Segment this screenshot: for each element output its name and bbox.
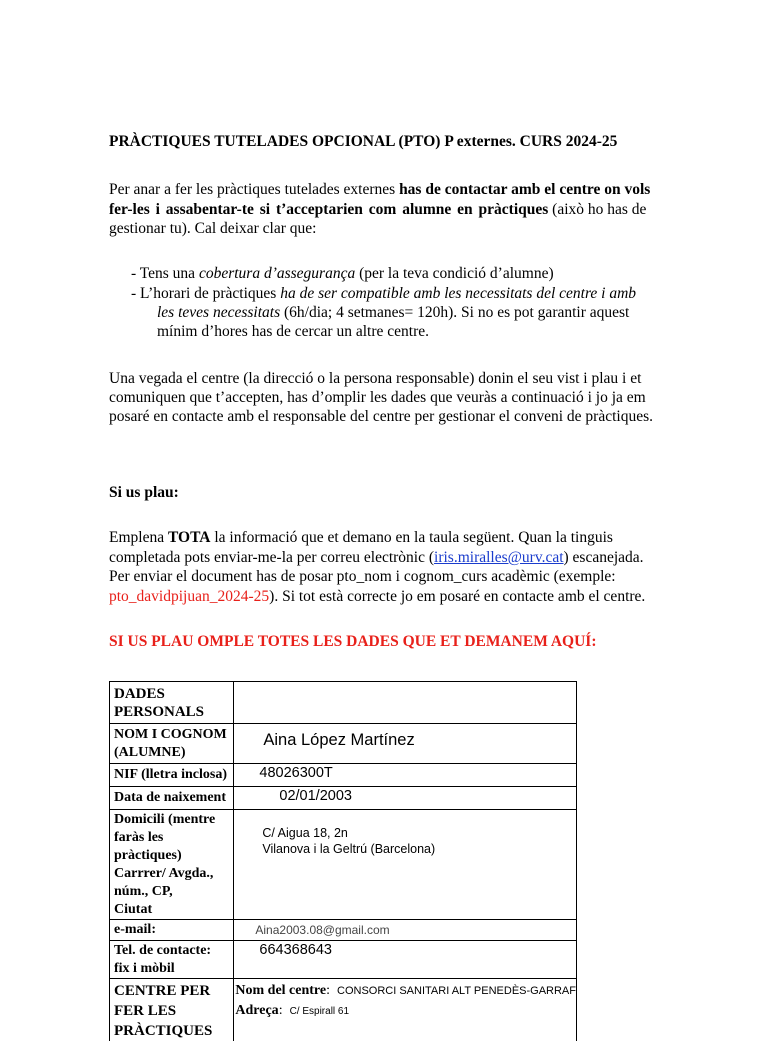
- table-row: [110, 810, 577, 920]
- intro-bold: has de contactar amb el centre on vols: [399, 181, 650, 198]
- table-row: [110, 941, 577, 979]
- centre-address-label: Adreça: [235, 1003, 278, 1018]
- nif-value[interactable]: 48026300T: [234, 764, 577, 787]
- table-label: Tel. de contacte: fix i mòbil: [110, 941, 234, 979]
- bullet-italic: les teves necessitats: [157, 304, 280, 321]
- address-label-line: Domicili (mentre faràs les: [114, 811, 229, 847]
- bullet-insurance: [131, 265, 554, 283]
- student-name-value[interactable]: Aina López Martínez: [234, 724, 577, 764]
- centre-label-line: CENTRE PER FER LES: [114, 981, 229, 1021]
- para3-text: ) escanejada.: [564, 549, 644, 566]
- para2-line-2: comuniquen que t’accepten, has d’omplir les dades que veuràs a continuació i jo ja em: [109, 389, 646, 407]
- address-line: C/ Aigua 18, 2n: [262, 825, 576, 841]
- intro-bold-2: fer-les i assabentar-te si t’acceptarien com alumne en pràctiques: [109, 201, 548, 218]
- address-label-line: Carrrer/ Avgda., núm., CP,: [114, 865, 229, 901]
- para3-text: Emplena: [109, 529, 168, 546]
- centre-name-label: Nom del centre: [235, 983, 326, 998]
- table-label: [110, 810, 234, 920]
- table-value[interactable]: [234, 682, 577, 724]
- centre-label-line: PRÀCTIQUES: [114, 1021, 229, 1041]
- bullet-text: (per la teva condició d’alumne): [355, 265, 553, 282]
- table-label: e-mail:: [110, 920, 234, 941]
- centre-address-value[interactable]: C/ Espirall 61: [290, 1006, 349, 1017]
- address-label-line: Ciutat: [114, 901, 229, 919]
- para3-line-2: [109, 549, 644, 567]
- bullet-schedule: [131, 285, 636, 303]
- table-row: [110, 724, 577, 764]
- para3-text: completada pots enviar-me-la per correu electrònic (: [109, 549, 434, 566]
- centre-value[interactable]: [234, 979, 577, 1041]
- table-label: [110, 979, 234, 1041]
- bullet-text: - L’horari de pràctiques: [131, 285, 280, 302]
- para3-text: ). Si tot està correcte jo em posaré en contacte amb el centre.: [269, 588, 645, 605]
- table-row: [110, 979, 577, 1041]
- intro-line-2: [109, 201, 646, 219]
- intro-line-1: [109, 181, 650, 199]
- bullet-text: - Tens una: [131, 265, 199, 282]
- intro-text-2: (això ho has de: [548, 201, 646, 218]
- bullet-schedule-2: [157, 304, 629, 322]
- intro-line-3: gestionar tu). Cal deixar clar que:: [109, 220, 316, 238]
- para2-line-3: posaré en contacte amb el responsable del centre per gestionar el conveni de pràctiques.: [109, 408, 653, 426]
- intro-text: Per anar a fer les pràctiques tutelades externes: [109, 181, 399, 198]
- para3-line-3: Per enviar el document has de posar pto_nom i cognom_curs acadèmic (exemple:: [109, 568, 616, 586]
- document-title: PRÀCTIQUES TUTELADES OPCIONAL (PTO) P externes. CURS 2024-25: [109, 133, 617, 151]
- address-value[interactable]: [234, 810, 577, 920]
- table-row: [110, 920, 577, 941]
- table-row: [110, 764, 577, 787]
- phone-value[interactable]: 664368643: [234, 941, 577, 979]
- para3-line-4: [109, 588, 645, 606]
- birthdate-value[interactable]: 02/01/2003: [234, 787, 577, 810]
- table-row: [110, 682, 577, 724]
- address-line: Vilanova i la Geltrú (Barcelona): [262, 841, 576, 857]
- bullet-italic: cobertura d’assegurança: [199, 265, 355, 282]
- table-row: [110, 787, 577, 810]
- bullet-schedule-3: mínim d’hores has de cercar un altre centre.: [157, 323, 429, 341]
- bullet-italic: ha de ser compatible amb les necessitats del centre i amb: [280, 285, 636, 302]
- centre-name-line: Nom del centre: CONSORCI SANITARI ALT PENEDÈS-GARRAF: [235, 981, 576, 1001]
- personal-data-table: [109, 681, 577, 1041]
- fill-all-heading: SI US PLAU OMPLE TOTES LES DADES QUE ET DEMANEM AQUÍ:: [109, 633, 597, 651]
- si-us-plau-heading: Si us plau:: [109, 484, 179, 502]
- address-label-line: pràctiques): [114, 847, 229, 865]
- table-label: NOM I COGNOM (ALUMNE): [110, 724, 234, 764]
- table-label: NIF (lletra inclosa): [110, 764, 234, 787]
- email-value[interactable]: Aina2003.08@gmail.com: [234, 920, 577, 941]
- centre-address-line: Adreça: C/ Espirall 61: [235, 1001, 576, 1022]
- email-link[interactable]: iris.miralles@urv.cat: [434, 549, 563, 566]
- table-label: Data de naixement: [110, 787, 234, 810]
- bullet-text: (6h/dia; 4 setmanes= 120h). Si no es pot garantir aquest: [280, 304, 629, 321]
- para3-bold: TOTA: [168, 529, 211, 546]
- filename-example: pto_davidpijuan_2024-25: [109, 588, 269, 605]
- table-label: DADES PERSONALS: [110, 682, 234, 724]
- para3-line-1: [109, 529, 613, 547]
- para2-line-1: Una vegada el centre (la direcció o la persona responsable) donin el seu vist i plau i et: [109, 370, 641, 388]
- para3-text: la informació que et demano en la taula següent. Quan la tinguis: [210, 529, 612, 546]
- centre-name-value[interactable]: CONSORCI SANITARI ALT PENEDÈS-GARRAF: [337, 985, 576, 997]
